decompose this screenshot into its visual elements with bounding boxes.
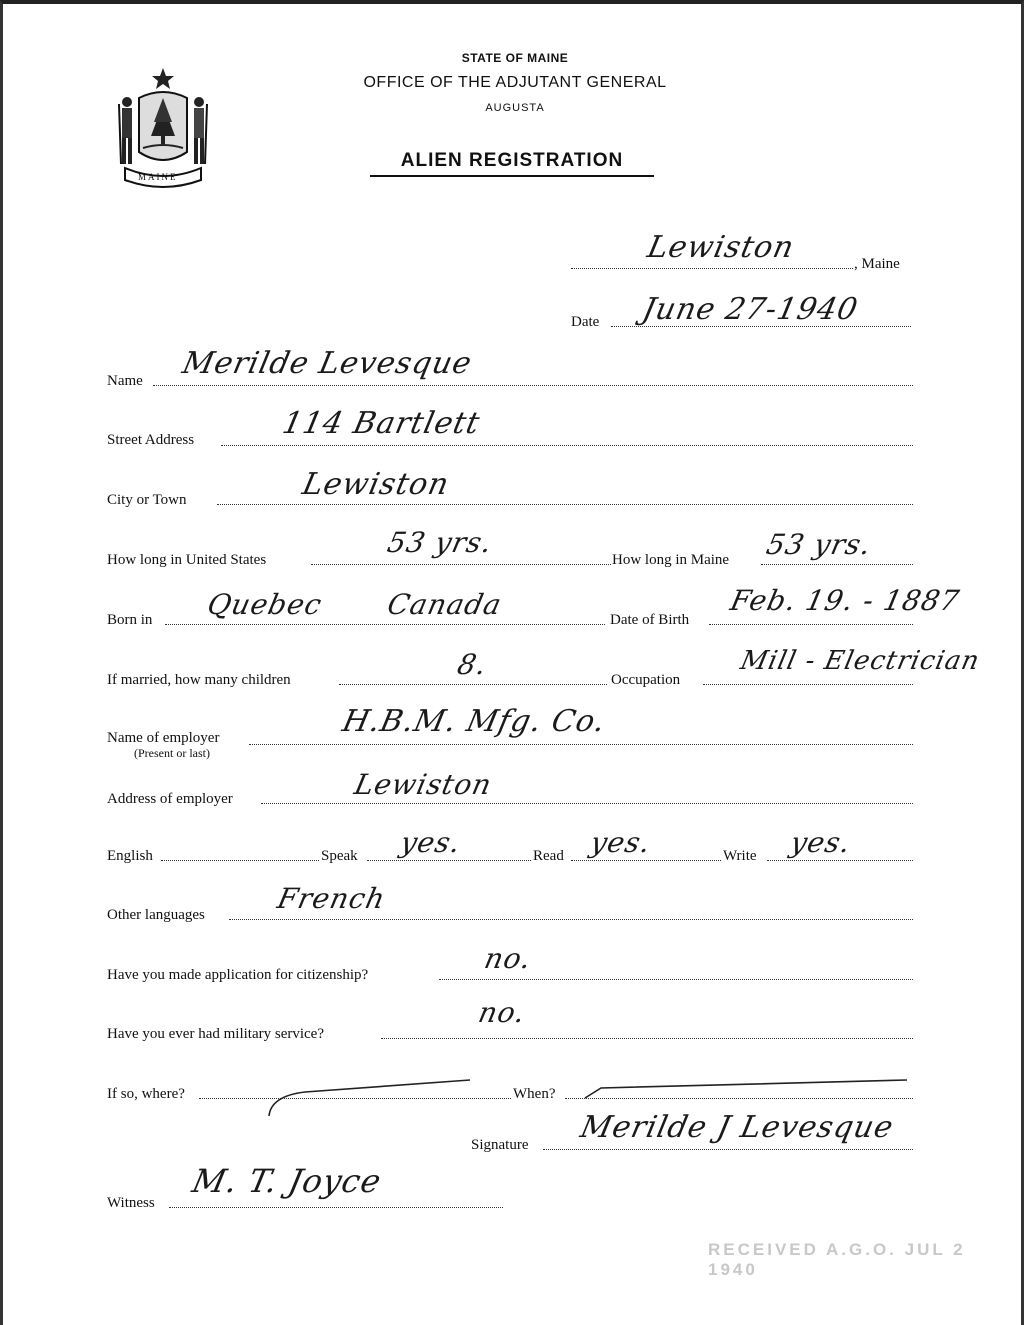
write-line <box>767 860 913 861</box>
where-dash-mark <box>265 1074 475 1120</box>
place-suffix-label: , Maine <box>854 256 900 272</box>
speak-label: Speak <box>321 848 358 864</box>
read-line <box>571 860 721 861</box>
speak-value[interactable]: yes. <box>397 826 465 859</box>
english-label: English <box>107 848 153 864</box>
witness-label: Witness <box>107 1195 155 1211</box>
when-dash-mark <box>581 1074 911 1104</box>
date-value[interactable]: June 27-1940 <box>639 292 862 327</box>
children-label: If married, how many children <box>107 672 291 688</box>
english-line <box>161 860 319 861</box>
employer-address-label: Address of employer <box>107 791 233 807</box>
military-label: Have you ever had military service? <box>107 1026 324 1042</box>
signature-label: Signature <box>471 1137 529 1153</box>
form-title: ALIEN REGISTRATION <box>370 150 654 177</box>
write-value[interactable]: yes. <box>787 826 855 859</box>
children-line <box>339 684 607 685</box>
employer-line <box>249 744 913 745</box>
years-maine-line <box>761 564 913 565</box>
born-in-line <box>165 624 605 625</box>
dob-line <box>709 624 913 625</box>
received-stamp: RECEIVED A.G.O. JUL 2 1940 <box>708 1240 966 1279</box>
employer-value[interactable]: H.B.M. Mfg. Co. <box>339 704 609 739</box>
place-line <box>571 268 853 269</box>
employer-label: Name of employer <box>107 730 220 746</box>
where-label: If so, where? <box>107 1086 185 1102</box>
occupation-value[interactable]: Mill - Electrician <box>737 646 983 676</box>
military-line <box>381 1038 913 1039</box>
when-label: When? <box>513 1086 556 1102</box>
years-us-line <box>311 564 611 565</box>
other-languages-label: Other languages <box>107 907 205 923</box>
city-label: City or Town <box>107 492 187 508</box>
city-line <box>217 504 913 505</box>
street-value[interactable]: 114 Bartlett <box>279 406 484 441</box>
born-in-country-value[interactable]: Canada <box>384 588 505 621</box>
born-in-place-value[interactable]: Quebec <box>204 588 326 621</box>
place-value[interactable]: Lewiston <box>644 230 798 265</box>
write-label: Write <box>723 848 757 864</box>
other-languages-value[interactable]: French <box>274 882 389 915</box>
signature-value[interactable]: Merilde J Levesque <box>577 1110 897 1145</box>
dob-label: Date of Birth <box>610 612 690 628</box>
citizenship-line <box>439 979 913 980</box>
read-label: Read <box>533 848 564 864</box>
read-value[interactable]: yes. <box>587 826 655 859</box>
street-label: Street Address <box>107 432 195 448</box>
born-in-label: Born in <box>107 612 153 628</box>
signature-line <box>543 1149 913 1150</box>
state-heading: STATE OF MAINE <box>461 51 569 65</box>
occupation-line <box>703 684 913 685</box>
employer-address-value[interactable]: Lewiston <box>351 768 496 801</box>
citizenship-value[interactable]: no. <box>481 942 535 975</box>
city-value[interactable]: Lewiston <box>299 467 453 502</box>
citizenship-label: Have you made application for citizenship? <box>107 967 369 983</box>
street-line <box>221 445 913 446</box>
date-label: Date <box>571 314 600 330</box>
speak-line <box>367 860 531 861</box>
years-maine-label: How long in Maine <box>612 552 730 568</box>
military-value[interactable]: no. <box>475 996 529 1029</box>
witness-line <box>169 1207 503 1208</box>
name-line <box>153 385 913 386</box>
office-heading: OFFICE OF THE ADJUTANT GENERAL <box>363 74 667 91</box>
employer-sublabel: (Present or last) <box>134 746 210 760</box>
seal-banner-text: MAINE <box>138 172 178 182</box>
witness-value[interactable]: M. T. Joyce <box>188 1162 386 1200</box>
name-value[interactable]: Merilde Levesque <box>179 346 476 381</box>
children-value[interactable]: 8. <box>454 648 491 681</box>
years-us-label: How long in United States <box>107 552 267 568</box>
years-us-value[interactable]: 53 yrs. <box>384 526 496 559</box>
dob-value[interactable]: Feb. 19. - 1887 <box>727 584 963 617</box>
occupation-label: Occupation <box>611 672 681 688</box>
other-languages-line <box>229 919 913 920</box>
employer-address-line <box>261 803 913 804</box>
city-heading: AUGUSTA <box>485 102 545 114</box>
years-maine-value[interactable]: 53 yrs. <box>763 528 875 561</box>
name-label: Name <box>107 373 143 389</box>
